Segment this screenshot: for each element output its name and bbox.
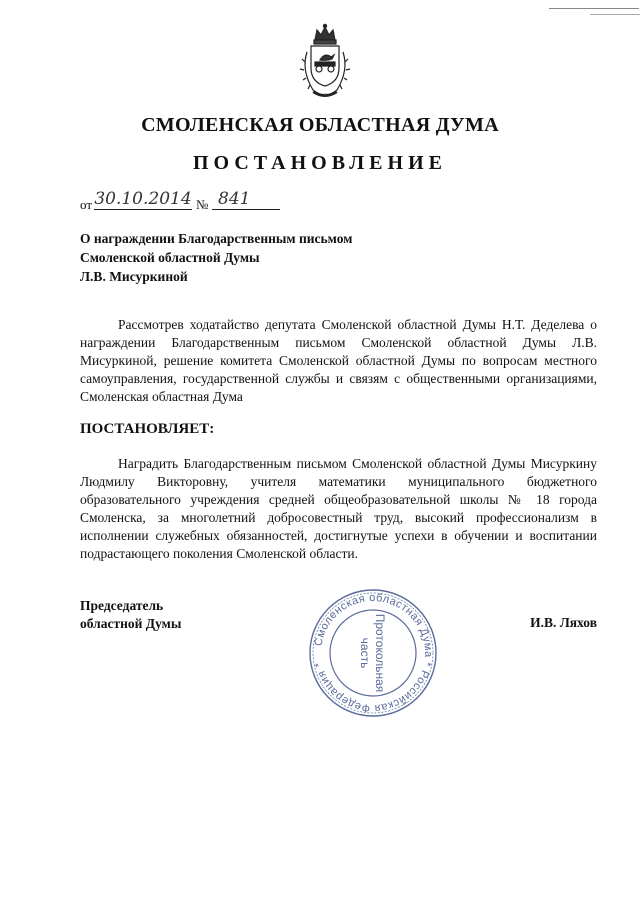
number-value: 841 (212, 189, 280, 210)
subject-line: Л.В. Мисуркиной (80, 269, 188, 284)
svg-text:Смоленская областная Дума *: Смоленская областная Дума * Российская Федерация * (312, 591, 435, 715)
signatory-title-line: Председатель (80, 598, 164, 613)
resolution-paragraph: Наградить Благодарственным письмом Смоленской областной Думы Мисуркину Людмилу Викторовну, учителя математики муниципального бюджетного образовательного учреждения средней общеобразовательной школы № 18 города Смоленска, за многолетний добросовестный труд, высокий профессионализм в исполнении служебных обязанностей, достигнутые успехи в обучении и воспитании подрастающего поколения Смоленской области. (80, 456, 597, 561)
svg-text:Протокольная: Протокольная (373, 613, 387, 693)
scan-edge-line (549, 8, 639, 9)
document-type-heading: ПОСТАНОВЛЕНИЕ (193, 152, 447, 174)
signatory-name: И.В. Ляхов (530, 615, 597, 630)
date-value: 30.10.2014 (94, 189, 192, 209)
official-stamp (308, 588, 438, 718)
resolves-heading: ПОСТАНОВЛЯЕТ: (80, 421, 215, 437)
organization-title: СМОЛЕНСКАЯ ОБЛАСТНАЯ ДУМА (141, 114, 499, 136)
date-label: от (80, 197, 93, 212)
signatory-title (80, 597, 181, 633)
preamble-paragraph: Рассмотрев ходатайство депутата Смоленской областной Думы Н.Т. Деделева о награждении Благодарственным письмом Смоленской областной Думы Л.В. Мисуркиной, решение комитета Смоленской областной Думы по вопросам местного самоуправления, государственной службы и связям с общественными организациями, Смоленская областная Дума (80, 317, 597, 404)
subject-line: О награждении Благодарственным письмом (80, 231, 353, 246)
subject-line: Смоленской областной Думы (80, 250, 260, 265)
svg-text:часть: часть (358, 637, 372, 669)
document-subject (80, 229, 352, 286)
smolensk-coat-of-arms-icon (293, 22, 357, 100)
signatory-title-line: областной Думы (80, 616, 182, 631)
number-label: № (196, 197, 209, 212)
scan-edge-line (590, 14, 640, 15)
